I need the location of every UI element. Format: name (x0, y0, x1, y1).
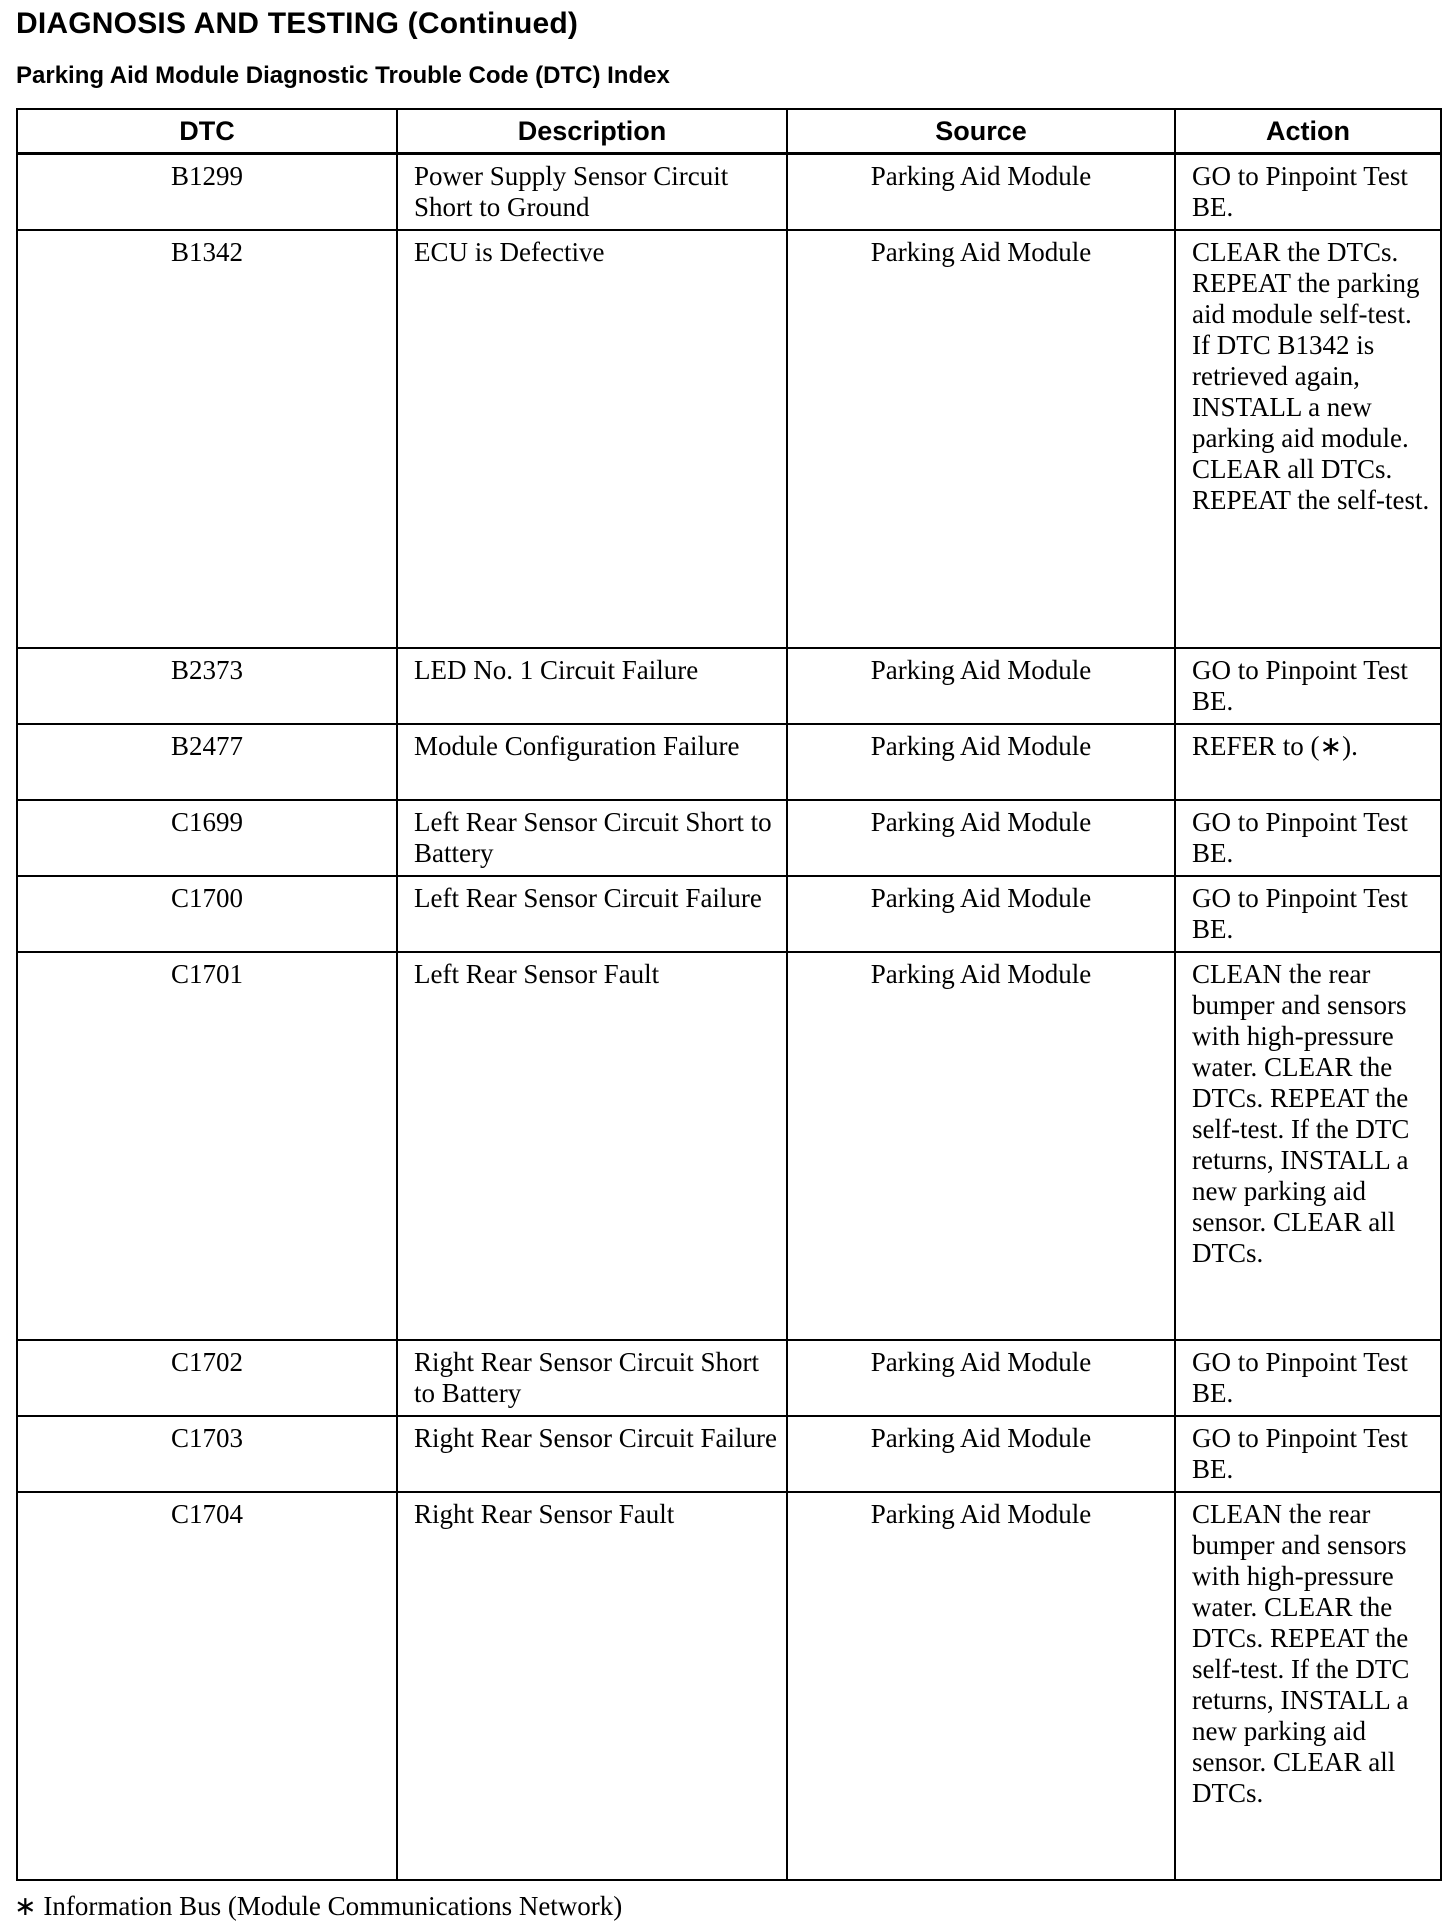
dtc-description: ECU is Defective (397, 230, 787, 648)
dtc-code: C1703 (17, 1416, 397, 1492)
dtc-description: Right Rear Sensor Circuit Failure (397, 1416, 787, 1492)
table-row (17, 724, 1441, 800)
table-row (17, 1492, 1441, 1880)
dtc-source: Parking Aid Module (787, 1492, 1175, 1880)
dtc-source: Parking Aid Module (787, 648, 1175, 724)
column-header-dtc: DTC (17, 109, 397, 154)
table-row (17, 648, 1441, 724)
footnote: ∗ Information Bus (Module Communications Network) (14, 1891, 623, 1921)
dtc-code: C1700 (17, 876, 397, 952)
dtc-code: C1704 (17, 1492, 397, 1880)
dtc-source: Parking Aid Module (787, 952, 1175, 1340)
table-row (17, 1340, 1441, 1416)
dtc-source: Parking Aid Module (787, 230, 1175, 648)
table-row (17, 230, 1441, 648)
dtc-description: Power Supply Sensor Circuit Short to Ground (397, 154, 787, 230)
dtc-description: Right Rear Sensor Circuit Short to Battery (397, 1340, 787, 1416)
table-row (17, 154, 1441, 230)
dtc-source: Parking Aid Module (787, 800, 1175, 876)
dtc-description: Module Configuration Failure (397, 724, 787, 800)
dtc-source: Parking Aid Module (787, 1340, 1175, 1416)
column-header-action: Action (1175, 109, 1441, 154)
dtc-action: REFER to (∗). (1175, 724, 1441, 800)
dtc-code: B1342 (17, 230, 397, 648)
dtc-source: Parking Aid Module (787, 1416, 1175, 1492)
dtc-description: Left Rear Sensor Fault (397, 952, 787, 1340)
column-header-source: Source (787, 109, 1175, 154)
table-row (17, 800, 1441, 876)
dtc-code: B2477 (17, 724, 397, 800)
dtc-action: CLEAR the DTCs. REPEAT the parking aid module self-test. If DTC B1342 is retrieved again, INSTALL a new parking aid module. CLEAR all DTCs. REPEAT the self-test. (1175, 230, 1441, 648)
dtc-action: CLEAN the rear bumper and sensors with high-pressure water. CLEAR the DTCs. REPEAT the self-test. If the DTC returns, INSTALL a new parking aid sensor. CLEAR all DTCs. (1175, 952, 1441, 1340)
column-header-description: Description (397, 109, 787, 154)
dtc-code: B1299 (17, 154, 397, 230)
dtc-action: CLEAN the rear bumper and sensors with high-pressure water. CLEAR the DTCs. REPEAT the self-test. If the DTC returns, INSTALL a new parking aid sensor. CLEAR all DTCs. (1175, 1492, 1441, 1880)
dtc-code: C1702 (17, 1340, 397, 1416)
dtc-description: Left Rear Sensor Circuit Failure (397, 876, 787, 952)
dtc-action: GO to Pinpoint Test BE. (1175, 1416, 1441, 1492)
dtc-description: LED No. 1 Circuit Failure (397, 648, 787, 724)
table-row (17, 952, 1441, 1340)
dtc-action: GO to Pinpoint Test BE. (1175, 1340, 1441, 1416)
dtc-description: Right Rear Sensor Fault (397, 1492, 787, 1880)
dtc-code: B2373 (17, 648, 397, 724)
table-row (17, 1416, 1441, 1492)
dtc-source: Parking Aid Module (787, 154, 1175, 230)
dtc-action: GO to Pinpoint Test BE. (1175, 154, 1441, 230)
dtc-code: C1699 (17, 800, 397, 876)
dtc-description: Left Rear Sensor Circuit Short to Battery (397, 800, 787, 876)
dtc-code: C1701 (17, 952, 397, 1340)
dtc-action: GO to Pinpoint Test BE. (1175, 648, 1441, 724)
dtc-source: Parking Aid Module (787, 724, 1175, 800)
table-row (17, 876, 1441, 952)
dtc-action: GO to Pinpoint Test BE. (1175, 800, 1441, 876)
dtc-index-table (16, 108, 1442, 1881)
dtc-source: Parking Aid Module (787, 876, 1175, 952)
dtc-action: GO to Pinpoint Test BE. (1175, 876, 1441, 952)
table-title: Parking Aid Module Diagnostic Trouble Code (DTC) Index (16, 62, 670, 89)
table-header-row (17, 109, 1441, 154)
page-title: DIAGNOSIS AND TESTING (Continued) (16, 7, 579, 40)
